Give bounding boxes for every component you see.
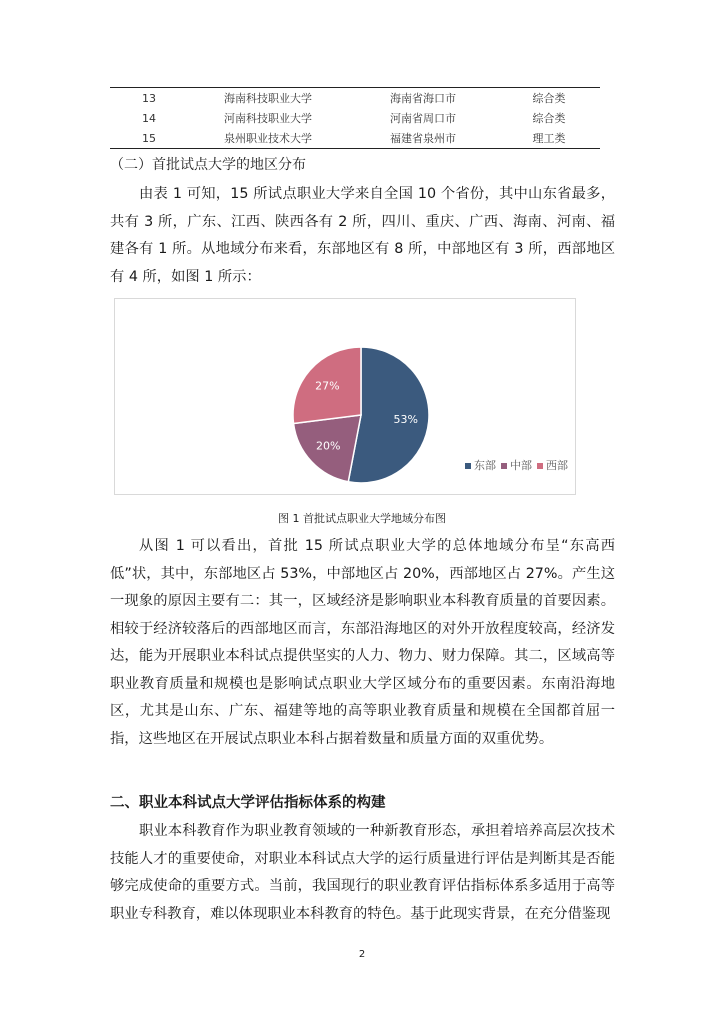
paragraph-1: 由表 1 可知，15 所试点职业大学来自全国 10 个省份，其中山东省最多，共有 3 所，广东、江西、陕西各有 2 所，四川、重庆、广西、海南、河南、福建各有 1 所。从地域分布来看，东部地区有 8 所，中部地区有 3 所，西部地区有 4 所，如图 1 所示： xyxy=(110,186,615,285)
table-cell-name: 泉州职业技术大学 xyxy=(224,132,312,145)
subheading: （二）首批试点大学的地区分布 xyxy=(110,157,306,173)
table-bottom-rule xyxy=(110,148,600,149)
university-table xyxy=(110,87,600,149)
table-cell-location: 河南省周口市 xyxy=(390,112,456,125)
table-row xyxy=(110,128,600,148)
table-cell-type: 理工类 xyxy=(532,132,566,145)
legend-swatch xyxy=(501,463,507,469)
figure-caption: 图 1 首批试点职业大学地域分布图 xyxy=(278,512,446,525)
page-number: 2 xyxy=(358,949,366,960)
legend-swatch xyxy=(537,463,543,469)
pie-chart-frame xyxy=(114,298,576,495)
table-cell-type: 综合类 xyxy=(532,92,566,105)
paragraph-2: 从图 1 可以看出，首批 15 所试点职业大学的总体地域分布呈“东高西低”状，其中，东部地区占 53%，中部地区占 20%，西部地区占 27%。产生这一现象的原因主要有二：其一，区域经济是影响职业本科教育质量的首要因素。相较于经济较落后的西部地区而言，东部沿海地区的对外开放程度较高，经济发达，能为开展职业本科试点提供坚实的人力、物力、财力保障。其二，区域高等职业教育质量和规模也是影响试点职业大学区域分布的重要因素。东南沿海地区，尤其是山东、广东、福建等地的高等职业教育质量和规模在全国都首屈一指，这些地区在开展试点职业本科占据着数量和质量方面的双重优势。 xyxy=(110,538,615,747)
table-row xyxy=(110,88,600,108)
pie-chart xyxy=(115,299,575,494)
legend-label: 东部 xyxy=(474,459,496,472)
table-cell-name: 海南科技职业大学 xyxy=(224,92,312,105)
legend-label: 中部 xyxy=(510,459,532,472)
pie-data-label: 20% xyxy=(316,439,341,453)
pie-data-label: 53% xyxy=(393,413,418,427)
table-cell-location: 福建省泉州市 xyxy=(390,132,456,145)
table-cell-location: 海南省海口市 xyxy=(390,92,456,105)
table-cell-number: 15 xyxy=(142,131,156,145)
table-cell-number: 13 xyxy=(142,91,156,105)
legend-label: 西部 xyxy=(546,459,568,472)
section-heading: 二、职业本科试点大学评估指标体系的构建 xyxy=(110,795,386,811)
table-cell-number: 14 xyxy=(142,111,156,125)
table-cell-name: 河南科技职业大学 xyxy=(224,112,312,125)
legend-swatch xyxy=(465,463,471,469)
table-cell-type: 综合类 xyxy=(532,112,566,125)
paragraph-3: 职业本科教育作为职业教育领域的一种新教育形态，承担着培养高层次技术技能人才的重要使命，对职业本科试点大学的运行质量进行评估是判断其是否能够完成使命的重要方式。当前，我国现行的职业教育评估指标体系多适用于高等职业专科教育，难以体现职业本科教育的特色。基于此现实背景，在充分借鉴现 xyxy=(110,823,615,922)
table-row xyxy=(110,108,600,128)
pie-data-label: 27% xyxy=(315,379,340,393)
